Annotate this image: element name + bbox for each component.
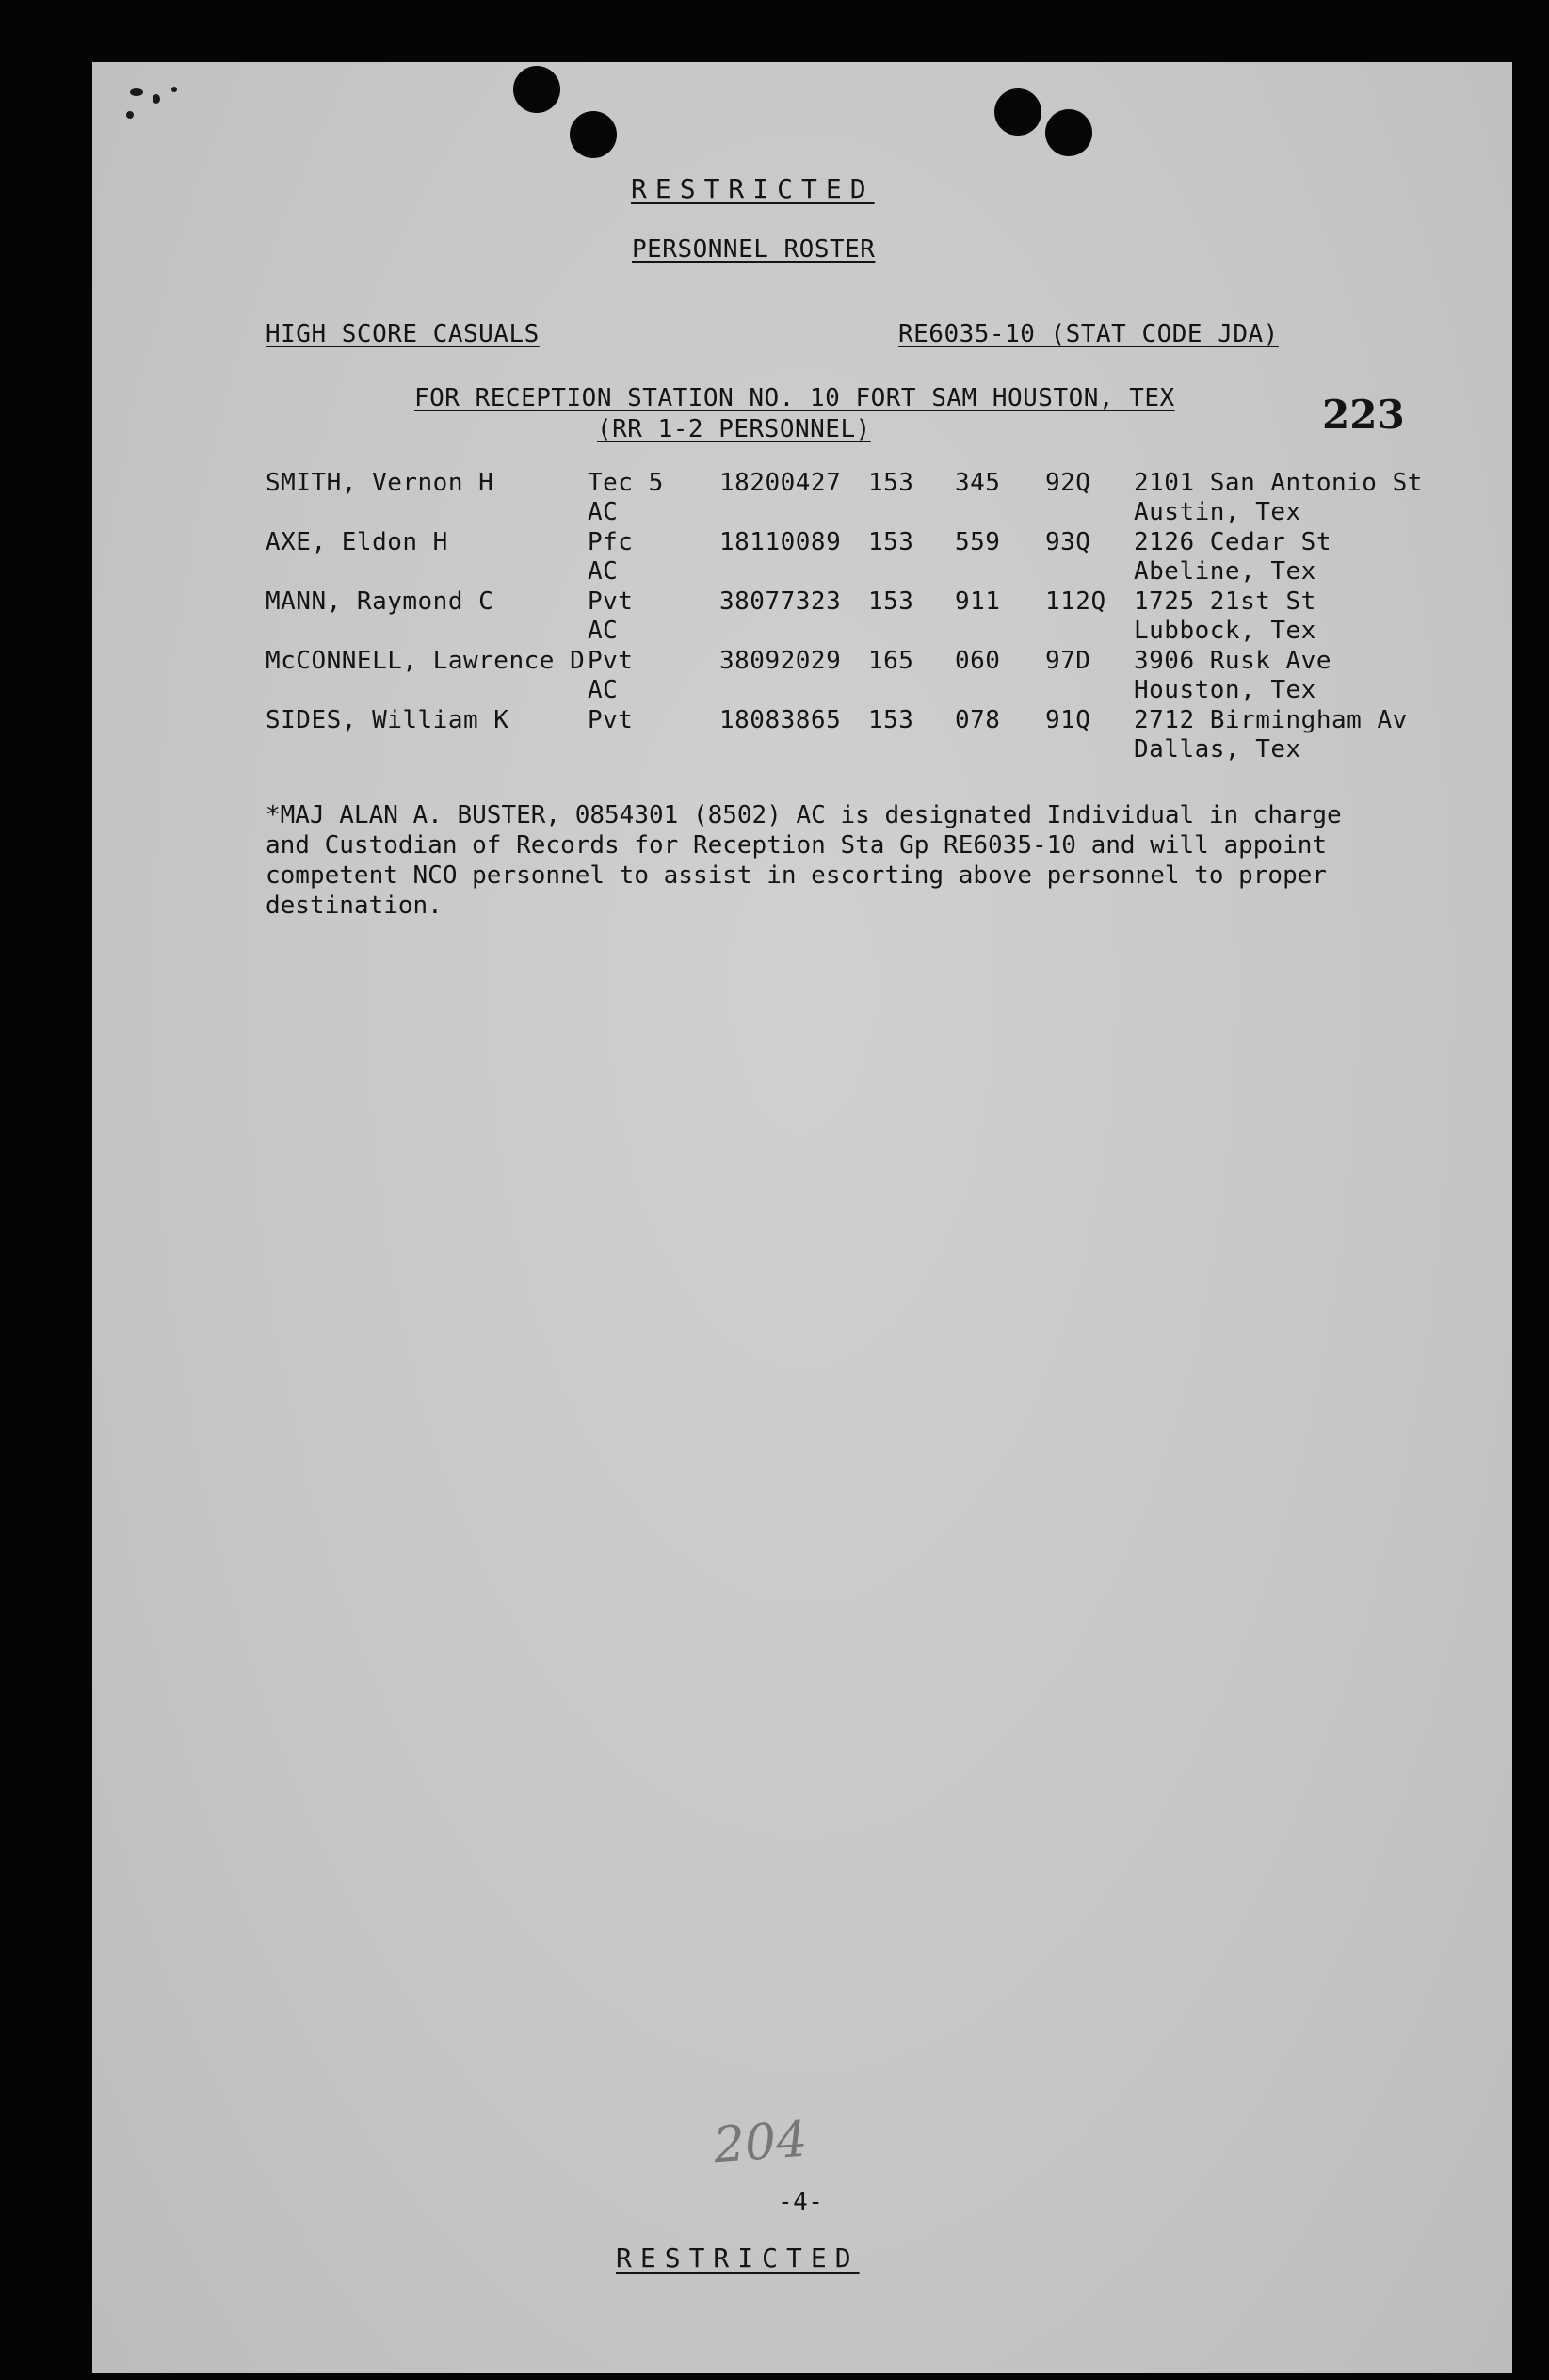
note-paragraph xyxy=(266,800,1342,921)
roster-address: 1725 21st St xyxy=(1134,587,1316,616)
roster-name: McCONNELL, Lawrence D xyxy=(266,647,586,675)
roster-branch: AC xyxy=(588,557,619,586)
roster-serial: 18083865 xyxy=(719,706,842,734)
note-line: and Custodian of Records for Reception Sta Gp RE6035-10 and will appoint xyxy=(266,831,1328,860)
speck xyxy=(130,88,143,96)
roster-c3: 97D xyxy=(1045,647,1091,675)
handwritten-number: 204 xyxy=(712,2111,810,2175)
roster-serial: 38092029 xyxy=(719,647,842,675)
punch-hole xyxy=(513,66,560,113)
speck xyxy=(126,111,134,119)
punch-hole xyxy=(994,88,1041,136)
roster-city: Austin, Tex xyxy=(1134,498,1301,526)
roster-c2: 060 xyxy=(955,647,1001,675)
roster-c1: 153 xyxy=(868,528,914,556)
roster-c3: 112Q xyxy=(1045,587,1106,616)
personnel-subtitle: (RR 1-2 PERSONNEL) xyxy=(597,415,871,443)
note-line: *MAJ ALAN A. BUSTER, 0854301 (8502) AC is designated Individual in charge xyxy=(266,801,1342,829)
roster-city: Lubbock, Tex xyxy=(1134,617,1316,645)
roster-name: MANN, Raymond C xyxy=(266,587,494,616)
roster-rank: Pvt xyxy=(588,706,634,734)
roster-rank: Pvt xyxy=(588,647,634,675)
note-line: competent NCO personnel to assist in escorting above personnel to proper xyxy=(266,861,1328,890)
punch-hole xyxy=(570,111,617,158)
note-line: destination. xyxy=(266,892,443,920)
roster-c2: 911 xyxy=(955,587,1001,616)
station-line: FOR RECEPTION STATION NO. 10 FORT SAM HOUSTON, TEX xyxy=(414,384,1175,412)
roster-c3: 92Q xyxy=(1045,469,1091,497)
roster-rank: Tec 5 xyxy=(588,469,664,497)
roster-rank: Pvt xyxy=(588,587,634,616)
roster-c3: 93Q xyxy=(1045,528,1091,556)
roster-address: 2101 San Antonio St xyxy=(1134,469,1423,497)
roster-serial: 18200427 xyxy=(719,469,842,497)
page-number: 223 xyxy=(1322,392,1405,438)
roster-c2: 559 xyxy=(955,528,1001,556)
page-footer-number: -4- xyxy=(778,2188,824,2216)
roster-address: 3906 Rusk Ave xyxy=(1134,647,1331,675)
station-code: RE6035-10 (STAT CODE JDA) xyxy=(898,320,1279,348)
roster-branch: AC xyxy=(588,676,619,704)
roster-city: Abeline, Tex xyxy=(1134,557,1316,586)
punch-hole xyxy=(1045,109,1092,156)
roster-rank: Pfc xyxy=(588,528,634,556)
roster-name: AXE, Eldon H xyxy=(266,528,448,556)
roster-name: SMITH, Vernon H xyxy=(266,469,494,497)
roster-serial: 18110089 xyxy=(719,528,842,556)
roster-name: SIDES, William K xyxy=(266,706,509,734)
roster-c2: 078 xyxy=(955,706,1001,734)
document-page xyxy=(92,62,1512,2373)
roster-c3: 91Q xyxy=(1045,706,1091,734)
roster-city: Dallas, Tex xyxy=(1134,735,1301,764)
roster-branch: AC xyxy=(588,617,619,645)
roster-serial: 38077323 xyxy=(719,587,842,616)
classification-top: RESTRICTED xyxy=(631,173,875,204)
speck xyxy=(153,94,160,104)
roster-city: Houston, Tex xyxy=(1134,676,1316,704)
group-label: HIGH SCORE CASUALS xyxy=(266,320,540,348)
roster-c1: 153 xyxy=(868,706,914,734)
roster-branch: AC xyxy=(588,498,619,526)
classification-bottom: RESTRICTED xyxy=(616,2243,860,2274)
roster-c1: 165 xyxy=(868,647,914,675)
roster-c1: 153 xyxy=(868,469,914,497)
roster-c1: 153 xyxy=(868,587,914,616)
roster-c2: 345 xyxy=(955,469,1001,497)
roster-address: 2126 Cedar St xyxy=(1134,528,1331,556)
roster-title: PERSONNEL ROSTER xyxy=(632,235,876,264)
roster-address: 2712 Birmingham Av xyxy=(1134,706,1408,734)
speck xyxy=(171,87,177,92)
